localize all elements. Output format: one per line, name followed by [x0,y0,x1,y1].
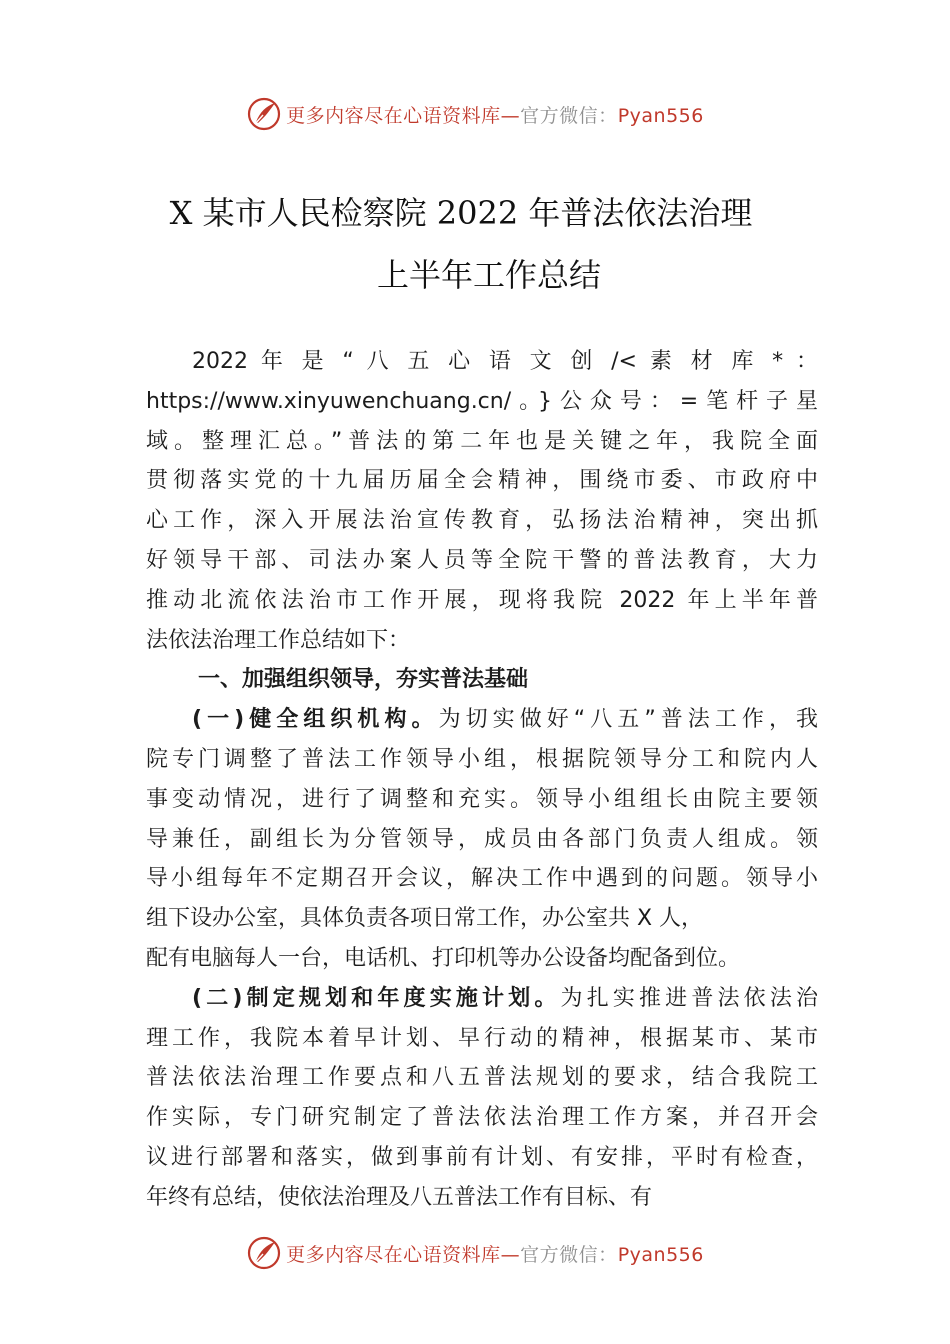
subsection-label: (一)健全组织机构。 [192,707,439,733]
subsection-line: (二)制定规划和年度实施计划。为扎实推进普法依法治 [192,985,818,1011]
header-watermark-banner [0,94,950,134]
section-heading: 一、加强组织领导，夯实普法基础 [198,667,529,693]
body-line: 贯彻落实党的十九届历届全会精神，围绕市委、市政府中 [146,468,818,494]
footer-watermark-banner [0,1233,950,1273]
body-line: 议进行部署和落实，做到事前有计划、有安排，平时有检查， [146,1144,818,1170]
body-line: 导兼任，副组长为分管领导，成员由各部门负责人组成。领 [146,826,818,852]
document-title-line1: X 某市人民检察院 2022 年普法依法治理 [169,194,753,232]
watermark-text [286,101,704,128]
quill-logo-icon [246,1235,282,1271]
wechat-label: 官方微信： [520,1243,618,1266]
subsection-label: (二)制定规划和年度实施计划。 [192,985,561,1011]
watermark-main: 更多内容尽在心语资料库— [286,1243,521,1266]
body-line: 组下设办公室，具体负责各项日常工作，办公室共 X 人， [146,906,704,932]
wechat-label: 官方微信： [520,104,618,127]
body-line: 理工作，我院本着早计划、早行动的精神，根据某市、某市 [146,1025,818,1051]
body-line: 2022 年 是 “ 八 五 心 语 文 创 /< 素 材 库 * ： [192,349,818,374]
body-line: 事变动情况，进行了调整和充实。领导小组组长由院主要领 [146,786,818,812]
wechat-id: Pyan556 [617,104,704,127]
subsection-line: (一)健全组织机构。为切实做好“八五”普法工作，我 [192,707,818,733]
body-line: 院专门调整了普法工作领导小组，根据院领导分工和院内人 [146,746,818,772]
watermark-text [286,1240,704,1267]
body-line: 作实际，专门研究制定了普法依法治理工作方案，并召开会 [146,1105,818,1131]
quill-logo-icon [246,96,282,132]
body-line: 心工作，深入开展法治宣传教育，弘扬法治精神，突出抓 [146,508,818,534]
watermark-main: 更多内容尽在心语资料库— [286,104,521,127]
document-body [146,342,818,1218]
body-line: 域。整理汇总。”普法的第二年也是关键之年，我院全面 [146,428,818,454]
body-line: 好领导干部、司法办案人员等全院干警的普法教育，大力 [146,547,818,573]
wechat-id: Pyan556 [617,1243,704,1266]
body-line: 年终有总结，使依法治理及八五普法工作有目标、有 [146,1184,653,1210]
body-line: https://www.xinyuwenchuang.cn/。}公众号：=笔杆子星 [146,388,818,414]
body-line: 配有电脑每人一台，电话机、打印机等办公设备均配备到位。 [146,945,741,971]
document-title-line2: 上半年工作总结 [376,256,601,294]
body-line: 推动北流依法治市工作开展，现将我院 2022 年上半年普 [146,587,818,613]
body-line: 普法依法治理工作要点和八五普法规划的要求，结合我院工 [146,1065,818,1091]
body-line: 法依法治理工作总结如下： [146,627,411,653]
body-line: 导小组每年不定期召开会议，解决工作中遇到的问题。领导小 [146,866,818,892]
